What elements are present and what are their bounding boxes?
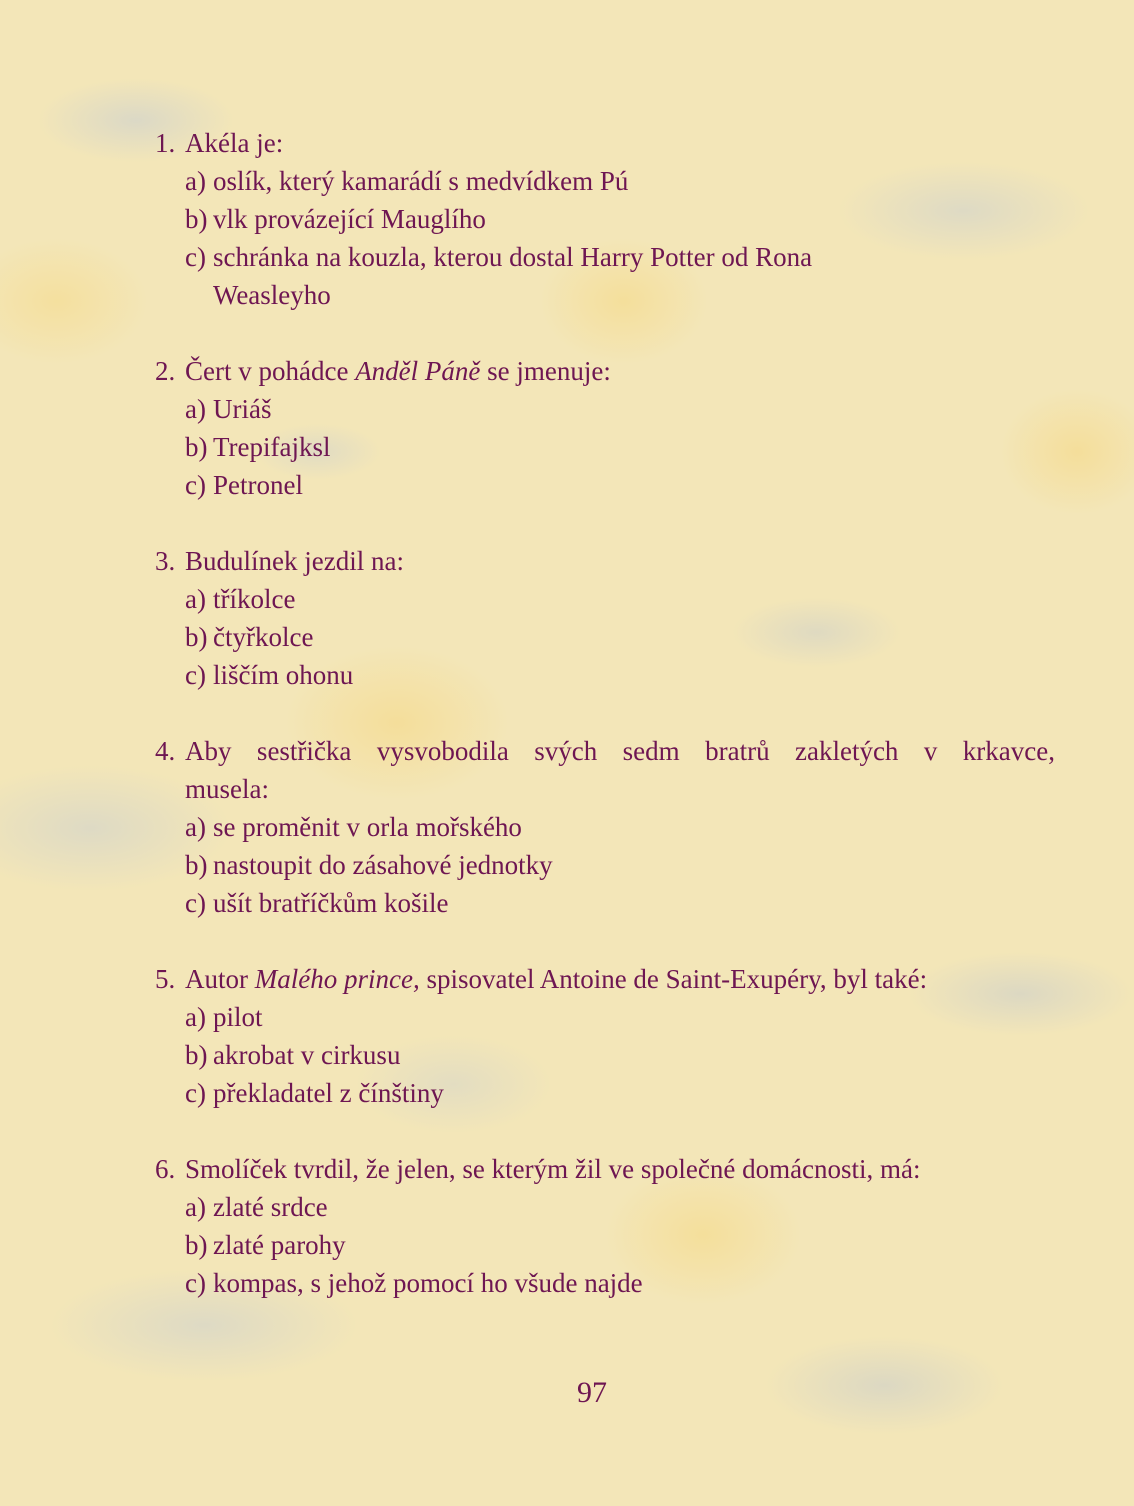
quiz-content (155, 124, 1055, 1340)
answer-letter: c) (185, 660, 206, 690)
question-number: 3. (155, 546, 176, 576)
question-text-continuation: musela: (185, 774, 269, 804)
question-6 (155, 1150, 1055, 1302)
answer-c (155, 656, 1055, 694)
question-line (155, 542, 1055, 580)
answer-letter: b) (185, 204, 208, 234)
answer-a (155, 390, 1055, 428)
answer-text: Trepifajksl (213, 432, 331, 462)
answer-text: ušít bratříčkům košile (213, 888, 449, 918)
answer-b (155, 428, 1055, 466)
answer-letter: a) (185, 584, 206, 614)
answer-text: Petronel (213, 470, 303, 500)
question-line (155, 352, 1055, 390)
answer-text: čtyřkolce (213, 622, 314, 652)
answer-letter: b) (185, 622, 208, 652)
answer-text: oslík, který kamarádí s medvídkem Pú (213, 166, 629, 196)
answer-text: schránka na kouzla, kterou dostal Harry Potter od Rona (213, 242, 813, 272)
question-text-title: Malého prince, (254, 964, 420, 994)
answer-a (155, 808, 1055, 846)
answer-letter: c) (185, 470, 206, 500)
question-line (155, 732, 1055, 770)
question-2 (155, 352, 1055, 504)
question-number: 1. (155, 128, 176, 158)
question-line (155, 124, 1055, 162)
answer-letter: c) (185, 1078, 206, 1108)
answer-text: liščím ohonu (213, 660, 354, 690)
answer-text: nastoupit do zásahové jednotky (213, 850, 553, 880)
answer-letter: b) (185, 1040, 208, 1070)
question-text: Akéla je: (185, 128, 284, 158)
answer-text: Uriáš (213, 394, 272, 424)
question-1 (155, 124, 1055, 314)
question-number: 6. (155, 1154, 176, 1184)
answer-c (155, 238, 1055, 314)
answer-a (155, 1188, 1055, 1226)
answer-letter: c) (185, 242, 206, 272)
answer-c (155, 1264, 1055, 1302)
answer-letter: c) (185, 888, 206, 918)
answer-letter: b) (185, 1230, 208, 1260)
answer-c (155, 1074, 1055, 1112)
question-text (185, 352, 1055, 390)
answer-text-wrap (213, 238, 1055, 314)
answer-b (155, 200, 1055, 238)
answer-text: pilot (213, 1002, 263, 1032)
question-line (155, 960, 1055, 998)
question-number: 2. (155, 356, 176, 386)
question-text-after: spisovatel Antoine de Saint-Exupéry, byl také: (419, 964, 928, 994)
answer-a (155, 580, 1055, 618)
question-text-title: Anděl Páně (355, 356, 481, 386)
question-number: 4. (155, 736, 176, 766)
answer-b (155, 1036, 1055, 1074)
answer-letter: a) (185, 1192, 206, 1222)
answer-a (155, 998, 1055, 1036)
answer-text: zlaté parohy (213, 1230, 346, 1260)
answer-letter: a) (185, 812, 206, 842)
answer-text: akrobat v cirkusu (213, 1040, 401, 1070)
answer-letter: a) (185, 394, 206, 424)
answer-b (155, 1226, 1055, 1264)
question-3 (155, 542, 1055, 694)
answer-text-continuation: Weasleyho (213, 280, 331, 310)
answer-letter: a) (185, 1002, 206, 1032)
answer-letter: a) (185, 166, 206, 196)
answer-c (155, 884, 1055, 922)
question-text: Aby sestřička vysvobodila svých sedm bratrů zakletých v krkavce, (185, 736, 1055, 766)
answer-a (155, 162, 1055, 200)
question-text: Smolíček tvrdil, že jelen, se kterým žil ve společné domácnosti, má: (185, 1154, 921, 1184)
answer-text: se proměnit v orla mořského (213, 812, 522, 842)
answer-text: tříkolce (213, 584, 296, 614)
question-line (155, 1150, 1055, 1188)
page-number: 97 (577, 1376, 607, 1409)
answer-text: kompas, s jehož pomocí ho všude najde (213, 1268, 643, 1298)
question-text-before: Autor (185, 964, 255, 994)
question-text: Budulínek jezdil na: (185, 546, 404, 576)
answer-c (155, 466, 1055, 504)
question-5 (155, 960, 1055, 1112)
answer-text: zlaté srdce (213, 1192, 328, 1222)
answer-b (155, 846, 1055, 884)
answer-text: vlk provázející Mauglího (213, 204, 486, 234)
answer-letter: b) (185, 850, 208, 880)
question-text (185, 960, 1055, 998)
answer-text: překladatel z čínštiny (213, 1078, 444, 1108)
question-text-before: Čert v pohádce (185, 356, 356, 386)
question-text-after: se jmenuje: (480, 356, 611, 386)
answer-letter: c) (185, 1268, 206, 1298)
answer-letter: b) (185, 432, 208, 462)
question-number: 5. (155, 964, 176, 994)
answer-b (155, 618, 1055, 656)
question-4 (155, 732, 1055, 922)
